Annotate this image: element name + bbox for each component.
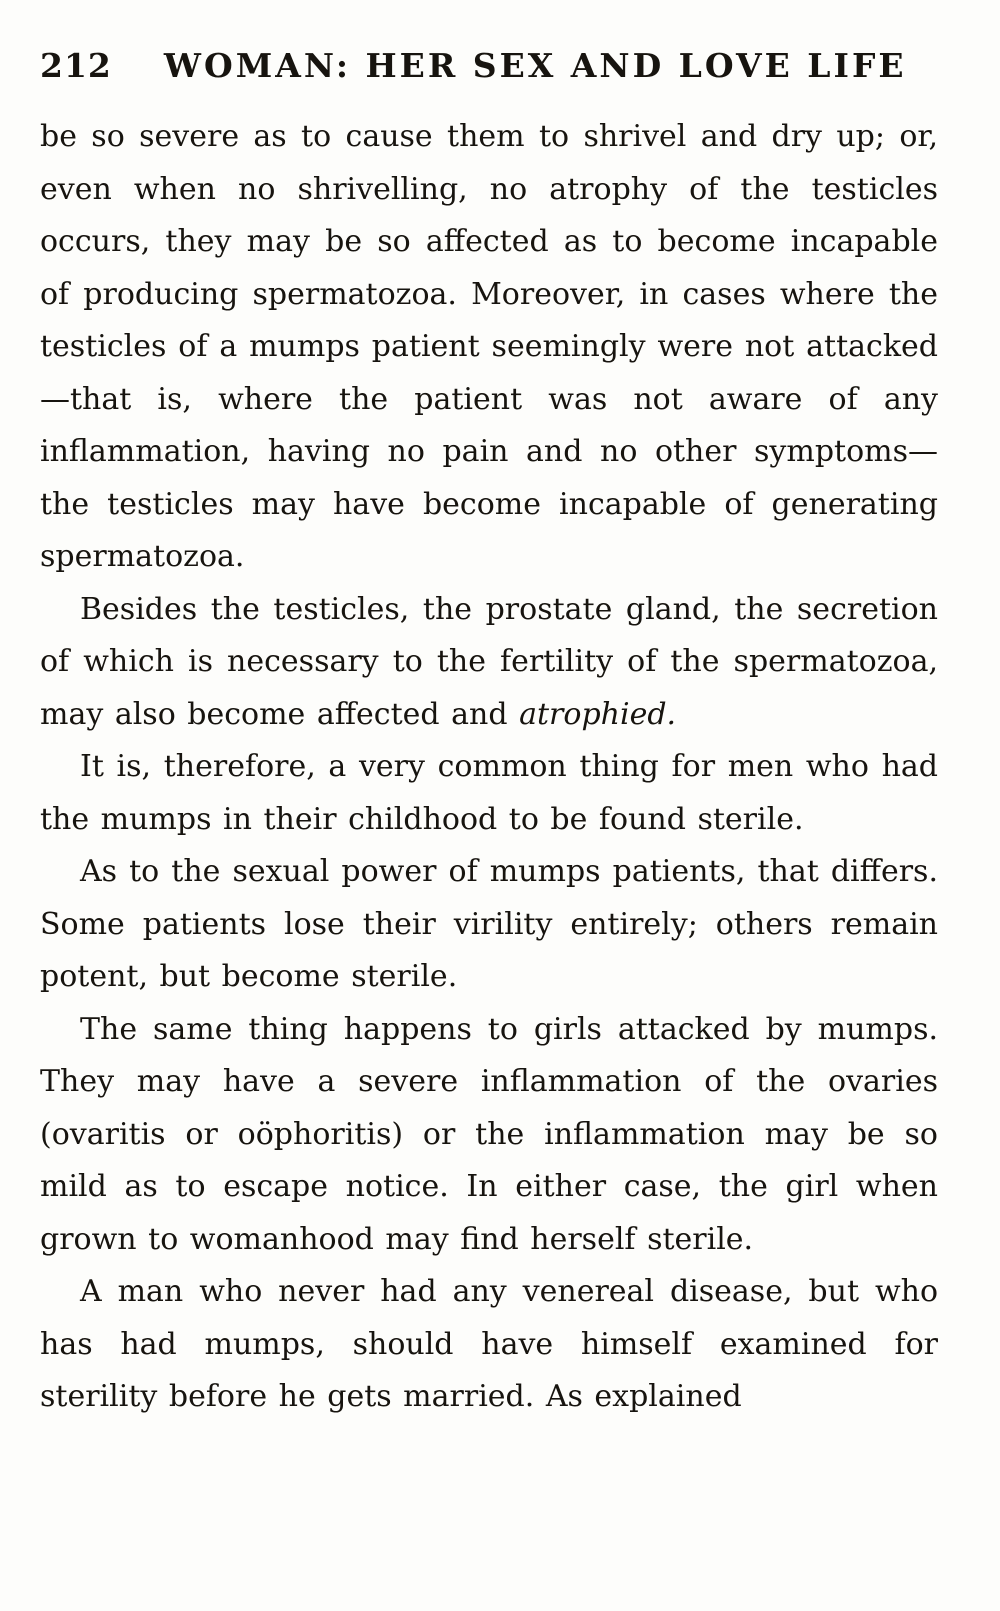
text-run: As to the sexual power of mumps patients, that differs. Some patients lose their virility entirely; others remain potent, but become sterile. [40,854,938,994]
running-head [40,46,938,85]
paragraph [40,1266,938,1424]
text-run: It is, therefore, a very common thing for men who had the mumps in their childhood to be found sterile. [40,749,938,837]
page-number: 212 [40,46,112,85]
header-title: WOMAN: HER SEX AND LOVE LIFE [163,46,907,85]
text-block [40,111,938,1424]
paragraph [40,1004,938,1267]
paragraph [40,846,938,1004]
paragraph [40,741,938,846]
text-run: The same thing happens to girls attacked by mumps. They may have a severe inflammation of the ovaries (ovaritis or oöphoritis) or the inflammation may be so mild as to escape notice. In either case, the girl when grown to womanhood may find herself sterile. [40,1011,938,1257]
text-run: A man who never had any venereal disease, but who has had mumps, should have himself examined for sterility before he gets married. As explained [40,1274,938,1414]
text-run: Besides the testicles, the prostate gland, the secretion of which is necessary to the fertility of the spermatozoa, may also become affected and [40,591,938,732]
text-run: be so severe as to cause them to shrivel and dry up; or, even when no shrivelling, no atrophy of the testicles occurs, they may be so affected as to become incapable of producing spermatozoa. Moreover, in cases where the testicles of a mumps patient seemingly were not attacked—that is, where the patient was not aware of any inflammation, having no pain and no other symptoms—the testicles may have become incapable of generating spermatozoa. [40,119,938,574]
italic-text-run: atrophied. [519,696,677,732]
paragraph [40,584,938,742]
paragraph [40,111,938,584]
